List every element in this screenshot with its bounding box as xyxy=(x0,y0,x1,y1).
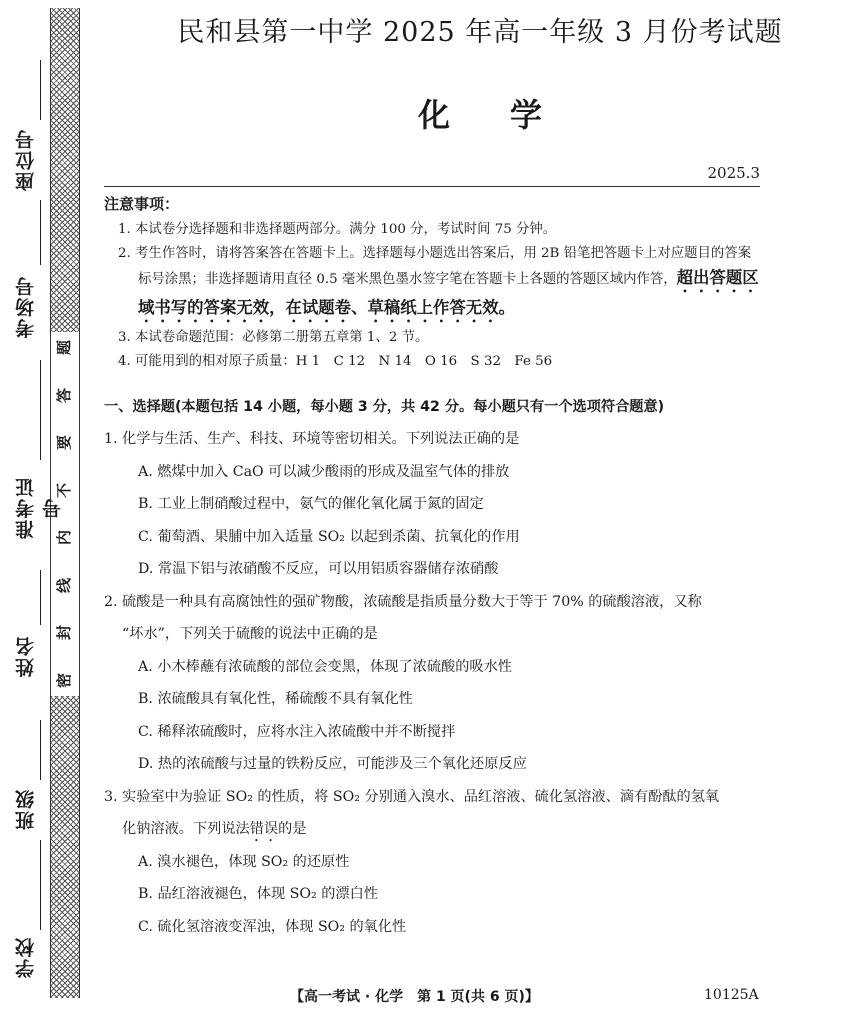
option-d: D. 常温下铝与浓硝酸不反应，可以用铝质容器储存浓硝酸 xyxy=(138,561,499,577)
option-b: B. 工业上制硝酸过程中，氨气的催化氧化属于氮的固定 xyxy=(138,496,484,512)
stem-text: 化钠溶液。下列说法 xyxy=(122,821,250,837)
class-field: 班级 xyxy=(12,720,42,900)
option-a: A. 溴水褪色，体现 SO₂ 的还原性 xyxy=(138,853,350,870)
note-item: 1. 本试卷分选择题和非选择题两部分。满分 100 分，考试时间 75 分钟。 xyxy=(118,222,557,237)
seal-char: 线 xyxy=(55,577,74,593)
page-footer: 【高一考试 · 化学 第 1 页(共 6 页)】 xyxy=(290,989,539,1005)
note-item: 4. 可能用到的相对原子质量：H 1 C 12 N 14 O 16 S 32 Fe 56 xyxy=(118,354,553,369)
exam-date: 2025.3 xyxy=(707,164,760,182)
option-b: B. 浓硫酸具有氧化性，稀硫酸不具有氧化性 xyxy=(138,691,413,707)
seal-char: 要 xyxy=(55,435,74,451)
subject-title: 化学 xyxy=(417,96,602,134)
section-heading: 一、选择题(本题包括 14 小题，每小题 3 分，共 42 分。每小题只有一个选项符合题意) xyxy=(104,399,665,415)
question-stem: 2. 硫酸是一种具有高腐蚀性的强矿物酸，浓硫酸是指质量分数大于等于 70% 的硫酸溶液，又称 xyxy=(104,593,702,610)
question-3 xyxy=(104,781,764,944)
admission-number-field: 准考证号 xyxy=(12,360,42,540)
question-stem-cont: “坏水”，下列关于硫酸的说法中正确的是 xyxy=(122,626,378,642)
seat-number-field: 座位号 xyxy=(12,60,42,240)
question-1 xyxy=(104,423,764,586)
option-a: A. 小木棒蘸有浓硫酸的部位会变黑，体现了浓硫酸的吸水性 xyxy=(138,658,512,675)
option-c: C. 硫化氢溶液变浑浊，体现 SO₂ 的氧化性 xyxy=(138,918,407,935)
seal-char: 不 xyxy=(55,482,74,498)
exam-title: 民和县第一中学 2025 年高一年级 3 月份考试题 xyxy=(177,17,783,48)
seal-char: 内 xyxy=(55,530,74,546)
option-a: A. 燃煤中加入 CaO 可以减少酸雨的形成及温室气体的排放 xyxy=(138,463,510,480)
question-stem-cont xyxy=(104,813,764,846)
seal-char: 封 xyxy=(55,625,74,641)
note-emphasis: 超出答题区域书写的答案无效，在试题卷、草稿纸上作答无效。 xyxy=(138,268,759,317)
seal-char: 答 xyxy=(55,387,74,403)
seal-char: 题 xyxy=(55,339,74,356)
question-stem: 1. 化学与生活、生产、科技、环境等密切相关。下列说法正确的是 xyxy=(104,431,520,447)
option-c: C. 葡萄酒、果脯中加入适量 SO₂ 以起到杀菌、抗氧化的作用 xyxy=(138,528,520,545)
seal-char: 密 xyxy=(55,672,74,688)
binding-margin xyxy=(0,0,100,1013)
option-d: D. 热的浓硫酸与过量的铁粉反应，可能涉及三个氧化还原反应 xyxy=(138,756,527,772)
exam-room-field: 考场号 xyxy=(12,200,42,380)
option-b: B. 品红溶液褪色，体现 SO₂ 的漂白性 xyxy=(138,886,378,902)
paper-code: 10125A xyxy=(704,987,759,1003)
note-item: 3. 本试卷命题范围：必修第二册第五章第 1、2 节。 xyxy=(118,330,429,345)
question-2 xyxy=(104,586,764,781)
question-stem: 3. 实验室中为验证 SO₂ 的性质，将 SO₂ 分别通入溴水、品红溶液、硫化氢溶液、滴有酚酞的氢氧 xyxy=(104,788,720,805)
name-field: 姓名 xyxy=(12,570,42,750)
school-field: 学校 xyxy=(12,840,42,1013)
exam-content xyxy=(104,190,764,943)
stem-emphasis: 错误 xyxy=(249,821,279,837)
note-item xyxy=(104,242,764,326)
header-divider xyxy=(104,186,760,187)
note-text: 2. 考生作答时，请将答案答在答题卡上。选择题每小题选出答案后，用 2B 铅笔把答题卡上对应题目的答案标号涂黑；非选择题请用直径 0.5 毫米黑色墨水签字笔在答题卡上各题的答题区域内作答， xyxy=(118,246,752,287)
stem-text: 的是 xyxy=(278,821,307,837)
notes-title: 注意事项： xyxy=(104,195,180,213)
option-c: C. 稀释浓硫酸时，应将水注入浓硫酸中并不断搅拌 xyxy=(138,723,456,740)
